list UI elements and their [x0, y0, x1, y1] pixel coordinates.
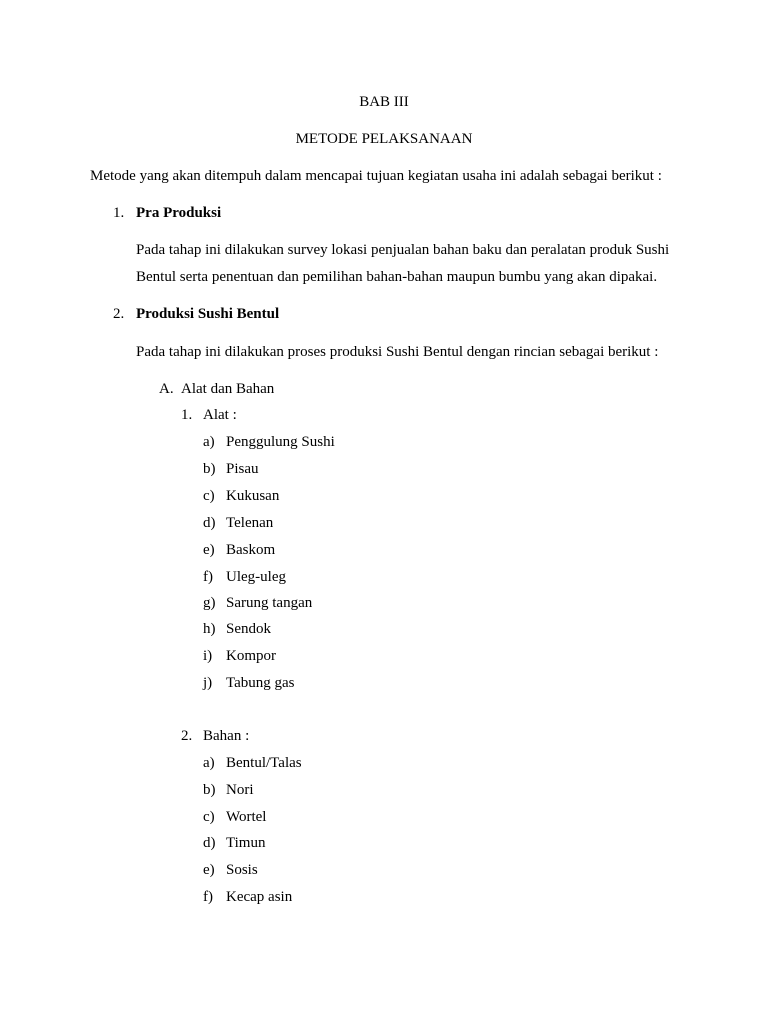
list-item: Wortel	[226, 809, 267, 825]
list-item-marker: f)	[203, 569, 213, 585]
list-item: Uleg-uleg	[226, 569, 286, 585]
list-item: Sarung tangan	[226, 595, 313, 611]
list-item-marker: f)	[203, 889, 213, 905]
list-item: Telenan	[226, 515, 274, 531]
chapter-label: BAB III	[359, 94, 409, 110]
list-item: Timun	[226, 835, 266, 851]
list-item: Pisau	[226, 461, 259, 477]
list-item-marker: d)	[203, 515, 216, 531]
list-item: Kompor	[226, 648, 276, 664]
section-2-paragraph: Pada tahap ini dilakukan proses produksi Sushi Bentul dengan rincian sebagai berikut :	[136, 344, 659, 360]
list-item-marker: e)	[203, 862, 215, 878]
list-item: Penggulung Sushi	[226, 434, 335, 450]
section-1-paragraph-line-2: Bentul serta penentuan dan pemilihan bahan-bahan maupun bumbu yang akan dipakai.	[136, 269, 658, 285]
list-item-marker: d)	[203, 835, 216, 851]
page-title: METODE PELAKSANAAN	[295, 131, 473, 147]
alat-label: Alat :	[203, 407, 237, 423]
list-item-marker: c)	[203, 809, 215, 825]
section-1-heading: Pra Produksi	[136, 205, 222, 221]
list-item-marker: b)	[203, 782, 216, 798]
section-1-number: 1.	[113, 205, 125, 221]
bahan-label: Bahan :	[203, 728, 250, 744]
list-item-marker: b)	[203, 461, 216, 477]
alat-number: 1.	[181, 407, 193, 423]
list-item: Kukusan	[226, 488, 280, 504]
list-item: Sendok	[226, 621, 271, 637]
list-item-marker: g)	[203, 595, 216, 611]
list-item-marker: a)	[203, 434, 215, 450]
list-item-marker: h)	[203, 621, 216, 637]
list-item-marker: e)	[203, 542, 215, 558]
section-2-heading: Produksi Sushi Bentul	[136, 306, 280, 322]
list-item: Kecap asin	[226, 889, 293, 905]
section-2-number: 2.	[113, 306, 125, 322]
intro-paragraph: Metode yang akan ditempuh dalam mencapai tujuan kegiatan usaha ini adalah sebagai berikut :	[90, 168, 662, 184]
list-item: Bentul/Talas	[226, 755, 302, 771]
list-item: Nori	[226, 782, 254, 798]
list-item: Sosis	[226, 862, 258, 878]
list-item-marker: i)	[203, 648, 213, 664]
sub-a-marker: A.	[159, 381, 174, 397]
list-item-marker: j)	[203, 675, 213, 691]
sub-a-label: Alat dan Bahan	[181, 381, 275, 397]
list-item: Tabung gas	[226, 675, 295, 691]
list-item: Baskom	[226, 542, 276, 558]
list-item-marker: a)	[203, 755, 215, 771]
list-item-marker: c)	[203, 488, 215, 504]
section-1-paragraph-line-1: Pada tahap ini dilakukan survey lokasi penjualan bahan baku dan peralatan produk Sushi	[136, 242, 670, 258]
bahan-number: 2.	[181, 728, 193, 744]
